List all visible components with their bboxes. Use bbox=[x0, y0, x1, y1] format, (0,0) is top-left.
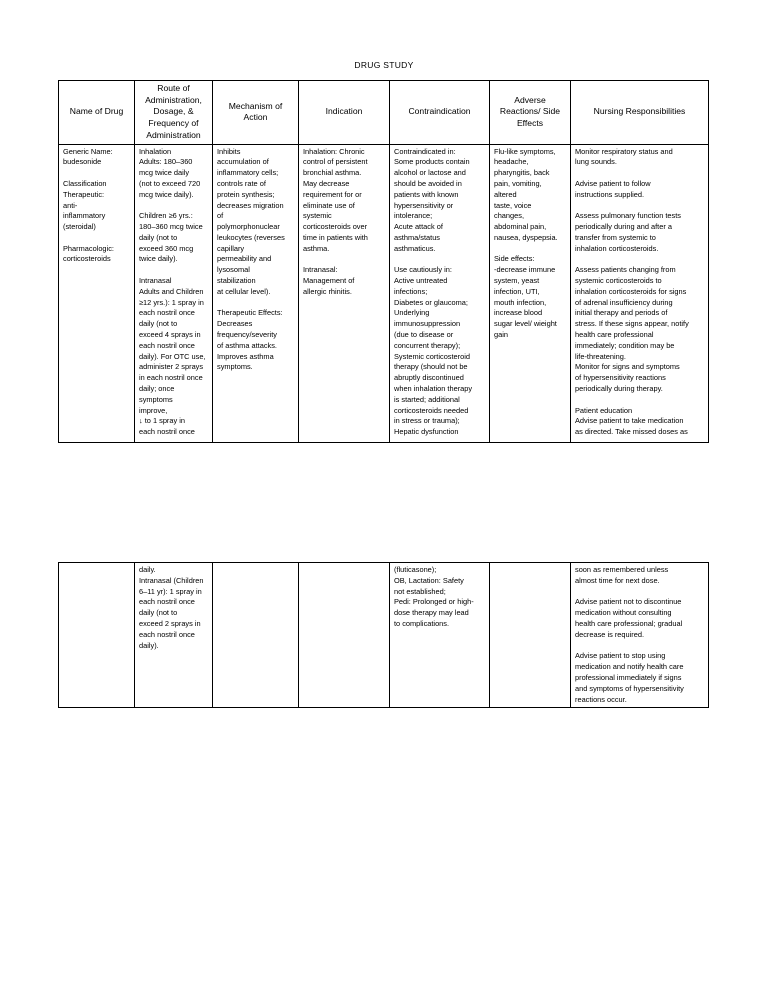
cell-line: Monitor respiratory status and bbox=[575, 146, 673, 156]
cell-line: administer 2 sprays bbox=[139, 362, 204, 372]
cell-line: Assess patients changing from bbox=[575, 265, 676, 275]
mechanism-cell bbox=[213, 563, 299, 708]
cell-line: improve, bbox=[139, 405, 168, 415]
cell-line: mouth infection, bbox=[494, 297, 547, 307]
cell-line: eliminate use of bbox=[303, 200, 355, 210]
cell-line: Adults and Children bbox=[139, 286, 204, 296]
cell-line: of asthma attacks. bbox=[217, 340, 277, 350]
header-route: Route of Administration, Dosage, & Frequency of Administration bbox=[135, 81, 213, 145]
cell-line: life-threatening. bbox=[575, 351, 626, 361]
cell-line: health care professional bbox=[575, 330, 654, 340]
cell-line: inflammatory cells; bbox=[217, 168, 279, 178]
cell-line: corticosteroids needed bbox=[394, 405, 469, 415]
cell-line: Advise patient to follow bbox=[575, 178, 651, 188]
cell-line: periodically during therapy. bbox=[575, 384, 663, 394]
cell-line: capillary bbox=[217, 243, 245, 253]
cell-line: decreases migration bbox=[217, 200, 284, 210]
cell-line: mcg twice daily). bbox=[139, 189, 194, 199]
cell-line: permeability and bbox=[217, 254, 272, 264]
cell-line: Underlying bbox=[394, 308, 430, 318]
cell-line: nausea, dyspepsia. bbox=[494, 232, 558, 242]
cell-line: of bbox=[217, 211, 224, 221]
cell-line: each nostril once bbox=[139, 340, 195, 350]
drug-row-continued bbox=[59, 563, 709, 708]
indication-cell bbox=[299, 563, 390, 708]
cell-line bbox=[575, 168, 705, 179]
cell-line: daily (not to bbox=[139, 319, 178, 329]
cell-line: protein synthesis; bbox=[217, 189, 275, 199]
cell-line: each nostril once bbox=[139, 427, 195, 437]
cell-line bbox=[575, 395, 705, 406]
cell-line: of hypersensitivity reactions bbox=[575, 373, 666, 383]
cell-line bbox=[63, 233, 131, 244]
cell-line: budesonide bbox=[63, 157, 102, 167]
cell-line: Assess pulmonary function tests bbox=[575, 211, 681, 221]
cell-line: medication without consulting bbox=[575, 608, 672, 618]
cell-line: OB, Lactation: Safety bbox=[394, 575, 464, 585]
cell-line: May decrease bbox=[303, 178, 350, 188]
cell-line: control of persistent bbox=[303, 157, 368, 167]
header-nursing-responsibilities: Nursing Responsibilities bbox=[571, 81, 709, 145]
drug-row bbox=[59, 144, 709, 442]
cell-line bbox=[63, 168, 131, 179]
cell-line: alcohol or lactose and bbox=[394, 168, 466, 178]
page-title: DRUG STUDY bbox=[354, 60, 414, 70]
cell-line: -decrease immune bbox=[494, 265, 556, 275]
cell-line: twice daily). bbox=[139, 254, 178, 264]
cell-line: symptoms bbox=[139, 394, 173, 404]
header-mechanism: Mechanism of Action bbox=[213, 81, 299, 145]
cell-line: when inhalation therapy bbox=[394, 384, 473, 394]
cell-line: daily; once bbox=[139, 384, 175, 394]
mechanism-cell bbox=[213, 144, 299, 442]
cell-line: Contraindicated in: bbox=[394, 146, 456, 156]
cell-line: ↓ to 1 spray in bbox=[139, 416, 186, 426]
cell-line: Management of bbox=[303, 276, 355, 286]
cell-line: initial therapy and periods of bbox=[575, 308, 668, 318]
cell-line bbox=[217, 298, 295, 309]
cell-line: Intranasal bbox=[139, 276, 172, 286]
cell-line: abruptly discontinued bbox=[394, 373, 464, 383]
cell-line: intolerance; bbox=[394, 211, 433, 221]
cell-line: time in patients with bbox=[303, 232, 368, 242]
cell-line bbox=[575, 201, 705, 212]
cell-line: inhalation corticosteroids for signs bbox=[575, 286, 687, 296]
cell-line: Pedi: Prolonged or high- bbox=[394, 597, 474, 607]
cell-line: corticosteroids bbox=[63, 254, 111, 264]
cell-line: Adults: 180–360 bbox=[139, 157, 193, 167]
cell-line: is started; additional bbox=[394, 394, 460, 404]
cell-line: Inhibits bbox=[217, 146, 241, 156]
adverse-reactions-cell bbox=[490, 144, 571, 442]
name-of-drug-cell bbox=[59, 144, 135, 442]
cell-line: decrease is required. bbox=[575, 629, 645, 639]
drug-study-table-page-2 bbox=[58, 562, 709, 708]
cell-line: (fluticasone); bbox=[394, 565, 437, 574]
cell-line: altered bbox=[494, 189, 517, 199]
cell-line: 180–360 mcg twice bbox=[139, 222, 203, 232]
cell-line: as directed. Take missed doses as bbox=[575, 427, 688, 437]
cell-line: infection, UTI, bbox=[494, 286, 540, 296]
cell-line: immediately; condition may be bbox=[575, 340, 675, 350]
cell-line: concurrent therapy); bbox=[394, 340, 461, 350]
cell-line: Hepatic dysfunction bbox=[394, 427, 459, 437]
cell-line: mcg twice daily bbox=[139, 168, 190, 178]
cell-line: at cellular level). bbox=[217, 286, 271, 296]
cell-line: infections; bbox=[394, 286, 428, 296]
cell-line: Intranasal: bbox=[303, 265, 338, 275]
drug-study-table-page-1 bbox=[58, 80, 709, 443]
cell-line bbox=[139, 265, 209, 276]
cell-line: Pharmacologic: bbox=[63, 243, 114, 253]
cell-line bbox=[575, 254, 705, 265]
cell-line: Decreases bbox=[217, 319, 253, 329]
cell-line: asthmaticus. bbox=[394, 243, 436, 253]
cell-line: accumulation of bbox=[217, 157, 269, 167]
cell-line: periodically during and after a bbox=[575, 222, 672, 232]
cell-line: lysosomal bbox=[217, 265, 250, 275]
cell-line: corticosteroids over bbox=[303, 222, 368, 232]
cell-line: ≥12 yrs.): 1 spray in bbox=[139, 297, 204, 307]
cell-line: allergic rhinitis. bbox=[303, 286, 352, 296]
cell-line: Active untreated bbox=[394, 276, 448, 286]
route-cell bbox=[135, 144, 213, 442]
cell-line: pharyngitis, back bbox=[494, 168, 550, 178]
cell-line: exceed 4 sprays in bbox=[139, 330, 201, 340]
cell-line: hypersensitivity or bbox=[394, 200, 454, 210]
cell-line: medication and notify health care bbox=[575, 662, 684, 672]
cell-line: health care professional; gradual bbox=[575, 618, 683, 628]
cell-line: inhalation corticosteroids. bbox=[575, 243, 659, 253]
cell-line: requirement for or bbox=[303, 189, 362, 199]
cell-line: to complications. bbox=[394, 618, 450, 628]
cell-line: daily (not to bbox=[139, 608, 178, 618]
cell-line bbox=[394, 254, 486, 265]
cell-line: daily (not to bbox=[139, 232, 178, 242]
header-contraindication: Contraindication bbox=[390, 81, 490, 145]
cell-line: inflammatory bbox=[63, 211, 106, 221]
route-cell bbox=[135, 563, 213, 708]
cell-line: patients with known bbox=[394, 189, 459, 199]
cell-line bbox=[139, 201, 209, 212]
cell-line: Inhalation bbox=[139, 146, 172, 156]
cell-line: daily). bbox=[139, 640, 159, 650]
cell-line bbox=[494, 244, 567, 255]
cell-line: of adrenal insufficiency during bbox=[575, 297, 673, 307]
cell-line: frequency/severity bbox=[217, 330, 277, 340]
cell-line: should be avoided in bbox=[394, 178, 462, 188]
cell-line: stress. If these signs appear, notify bbox=[575, 319, 689, 329]
cell-line bbox=[303, 254, 386, 265]
cell-line: Intranasal (Children bbox=[139, 575, 204, 585]
cell-line: sugar level/ wieight bbox=[494, 319, 557, 329]
cell-line: Diabetes or glaucoma; bbox=[394, 297, 468, 307]
cell-line: almost time for next dose. bbox=[575, 575, 660, 585]
header-indication: Indication bbox=[299, 81, 390, 145]
adverse-reactions-cell bbox=[490, 563, 571, 708]
cell-line: each nostril once bbox=[139, 597, 195, 607]
cell-line: Advise patient not to discontinue bbox=[575, 597, 682, 607]
cell-line: exceed 2 sprays in bbox=[139, 618, 201, 628]
cell-line: and symptoms of hypersensitivity bbox=[575, 683, 684, 693]
cell-line: instructions supplied. bbox=[575, 189, 645, 199]
cell-line: headache, bbox=[494, 157, 529, 167]
cell-line: Advise patient to take medication bbox=[575, 416, 684, 426]
cell-line: Inhalation: Chronic bbox=[303, 146, 365, 156]
cell-line: daily. bbox=[139, 565, 156, 574]
cell-line: taste, voice bbox=[494, 200, 532, 210]
contraindication-cell bbox=[390, 144, 490, 442]
cell-line: asthma. bbox=[303, 243, 330, 253]
cell-line: Side effects: bbox=[494, 254, 535, 264]
nursing-responsibilities-cell bbox=[571, 563, 709, 708]
cell-line: (due to disease or bbox=[394, 330, 454, 340]
cell-line: exceed 360 mcg bbox=[139, 243, 194, 253]
cell-line: systemic bbox=[303, 211, 332, 221]
cell-line: daily). For OTC use, bbox=[139, 351, 206, 361]
indication-cell bbox=[299, 144, 390, 442]
cell-line: leukocytes (reverses bbox=[217, 232, 285, 242]
cell-line: anti- bbox=[63, 200, 78, 210]
cell-line: each nostril once bbox=[139, 308, 195, 318]
cell-line: not established; bbox=[394, 586, 446, 596]
cell-line: Improves asthma bbox=[217, 351, 274, 361]
cell-line: Therapeutic: bbox=[63, 189, 105, 199]
cell-line: in stress or trauma); bbox=[394, 416, 460, 426]
cell-line: immunosuppression bbox=[394, 319, 461, 329]
cell-line: Classification bbox=[63, 178, 107, 188]
cell-line: Advise patient to stop using bbox=[575, 651, 666, 661]
cell-line: Therapeutic Effects: bbox=[217, 308, 283, 318]
cell-line: (steroidal) bbox=[63, 222, 96, 232]
contraindication-cell bbox=[390, 563, 490, 708]
cell-line: (not to exceed 720 bbox=[139, 178, 201, 188]
cell-line: Flu-like symptoms, bbox=[494, 146, 556, 156]
cell-line: controls rate of bbox=[217, 178, 266, 188]
cell-line: soon as remembered unless bbox=[575, 565, 669, 574]
cell-line: Monitor for signs and symptoms bbox=[575, 362, 680, 372]
cell-line: changes, bbox=[494, 211, 524, 221]
cell-line: stabilization bbox=[217, 276, 256, 286]
cell-line: Patient education bbox=[575, 405, 633, 415]
header-row bbox=[59, 81, 709, 145]
cell-line: Use cautiously in: bbox=[394, 265, 452, 275]
cell-line: lung sounds. bbox=[575, 157, 617, 167]
nursing-responsibilities-cell bbox=[571, 144, 709, 442]
cell-line: transfer from systemic to bbox=[575, 232, 656, 242]
header-name-of-drug: Name of Drug bbox=[59, 81, 135, 145]
cell-line: symptoms. bbox=[217, 362, 253, 372]
cell-line: 6–11 yr): 1 spray in bbox=[139, 586, 202, 596]
name-of-drug-cell bbox=[59, 563, 135, 708]
cell-line: asthma/status bbox=[394, 232, 441, 242]
cell-line bbox=[575, 587, 705, 598]
cell-line: abdominal pain, bbox=[494, 222, 547, 232]
cell-line: reactions occur. bbox=[575, 694, 627, 704]
cell-line: Children ≥6 yrs.: bbox=[139, 211, 193, 221]
cell-line: each nostril once bbox=[139, 629, 195, 639]
cell-line: dose therapy may lead bbox=[394, 608, 469, 618]
cell-line: pain, vomiting, bbox=[494, 178, 542, 188]
cell-line: therapy (should not be bbox=[394, 362, 468, 372]
header-adverse-reactions: Adverse Reactions/ Side Effects bbox=[490, 81, 571, 145]
cell-line bbox=[575, 641, 705, 652]
cell-line: increase blood bbox=[494, 308, 543, 318]
cell-line: Acute attack of bbox=[394, 222, 443, 232]
cell-line: systemic corticosteroids to bbox=[575, 276, 662, 286]
cell-line: in each nostril once bbox=[139, 373, 203, 383]
cell-line: professional immediately if signs bbox=[575, 672, 682, 682]
cell-line: system, yeast bbox=[494, 276, 540, 286]
cell-line: Systemic corticosteroid bbox=[394, 351, 470, 361]
cell-line: Generic Name: bbox=[63, 146, 113, 156]
cell-line: bronchial asthma. bbox=[303, 168, 362, 178]
cell-line: gain bbox=[494, 330, 508, 340]
cell-line: Some products contain bbox=[394, 157, 470, 167]
cell-line: polymorphonuclear bbox=[217, 222, 280, 232]
